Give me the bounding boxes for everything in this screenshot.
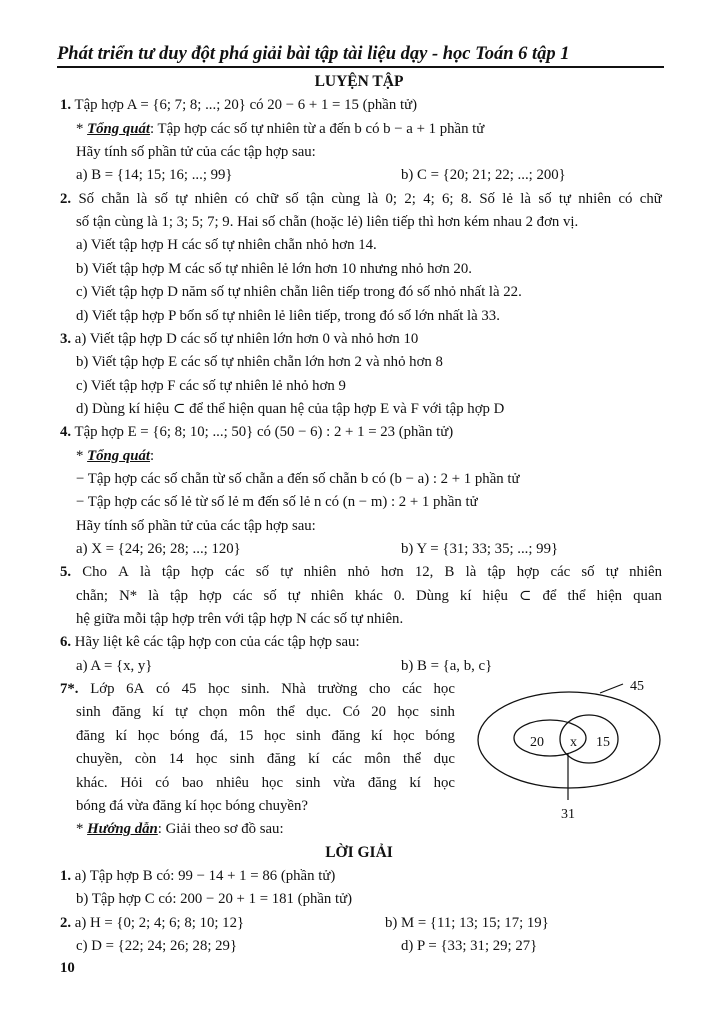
word: nhiên: [629, 564, 662, 581]
word: tập: [487, 564, 506, 581]
book-header: Phát triển tư duy đột phá giải bài tập tài liệu dạy - học Toán 6 tập 1: [57, 43, 664, 68]
line-text: bóng đá vừa đăng kí học bóng chuyền?: [76, 797, 308, 814]
line-text: hệ giữa mỗi tập hợp trên với tập hợp N các số tự nhiên.: [76, 611, 404, 628]
line-text: LỜI GIẢI: [325, 843, 393, 861]
word: hợp: [191, 564, 214, 581]
word: là: [465, 564, 477, 581]
word: dục: [433, 751, 455, 768]
football-label: 20: [530, 735, 544, 750]
line-text: Tập hợp A = {6; 7; 8; ...; 20} có 20 − 6 + 1 = 15 (phần tử): [71, 97, 418, 114]
line-text: : Giải theo sơ đồ sau:: [157, 821, 284, 838]
word: có: [155, 681, 170, 698]
word: 0;: [385, 190, 398, 207]
line-text: Hãy tính số phần tử của các tập hợp sau:: [76, 517, 316, 534]
word: nhiên: [578, 190, 612, 207]
word: kí: [409, 774, 421, 791]
word: 8.: [460, 190, 472, 207]
word: 2;: [404, 190, 416, 207]
word: 7*.: [60, 681, 79, 698]
word: ⊂: [519, 587, 532, 604]
line-text: a) B = {14; 15; 16; ...; 99}: [76, 167, 233, 184]
word: các: [402, 681, 422, 698]
word: các: [332, 751, 352, 768]
word: 14: [168, 751, 184, 768]
emphasis-label: Tổng quát: [87, 447, 151, 464]
word: 5.: [60, 564, 72, 581]
word: để: [542, 587, 557, 604]
word: chữ: [256, 190, 279, 207]
volleyball-label: 15: [596, 735, 610, 750]
bullet: *: [76, 821, 88, 838]
word: hợp: [516, 564, 540, 581]
word: hiệu: [482, 587, 508, 604]
word: học: [397, 704, 419, 721]
exercise-number: 1.: [60, 867, 72, 884]
word: dục.: [306, 704, 332, 721]
exercise-number: 6.: [60, 634, 72, 651]
word: hợp: [199, 587, 222, 604]
line-text: − Tập hợp các số chẵn từ số chẵn a đến số chẵn b có (b − a) : 2 + 1 phần tử: [76, 470, 520, 487]
word: nhiên: [310, 587, 344, 604]
word: Cho: [82, 564, 107, 581]
word: vừa: [333, 774, 356, 791]
word: 6;: [442, 190, 454, 207]
line-text: :: [150, 447, 155, 464]
line-text: a) Viết tập hợp H các số tự nhiên chẵn nhỏ hơn 14.: [76, 237, 377, 254]
word: học: [264, 727, 286, 744]
word: bóng: [169, 727, 200, 744]
word: nhiêu: [216, 774, 249, 791]
line-text: c) Viết tập hợp D năm số tự nhiên chẵn liên tiếp trong đó số nhỏ nhất là 22.: [76, 284, 522, 301]
line-text: − Tập hợp các số lẻ từ số lẻ m đến số lẻ n có (n − m) : 2 + 1 phần tử: [76, 494, 478, 511]
word: là: [520, 190, 531, 207]
line-text: a) X = {24; 26; 28; ...; 120}: [76, 541, 241, 557]
word: thể: [567, 587, 586, 604]
word: Lớp: [90, 681, 115, 698]
word: hiện: [596, 587, 623, 604]
word: kí: [371, 727, 383, 744]
outer-set-ellipse: [478, 692, 660, 788]
word: B: [444, 564, 455, 581]
word: tập: [169, 587, 189, 604]
word: số: [263, 587, 277, 604]
second-column-text: b) Y = {31; 33; 35; ...; 99}: [401, 541, 559, 557]
word: đăng: [76, 727, 105, 744]
word: 4;: [423, 190, 435, 207]
word: số: [581, 564, 595, 581]
word: còn: [134, 751, 157, 768]
word: chẵn: [101, 190, 130, 207]
other-label: 31: [561, 807, 575, 822]
word: 15: [238, 727, 254, 744]
word: A: [118, 564, 129, 581]
word: kí: [459, 587, 472, 604]
word: kí: [152, 704, 164, 721]
word: số: [538, 190, 552, 207]
word: sinh: [430, 704, 455, 721]
word: học: [261, 774, 284, 791]
page-number: 10: [60, 960, 75, 976]
word: sinh: [229, 751, 255, 768]
word: đăng: [266, 751, 296, 768]
second-column-text: b) C = {20; 21; 22; ...; 200}: [401, 167, 566, 184]
word: học: [393, 727, 415, 744]
word: thể: [403, 751, 422, 768]
second-column-text: b) M = {11; 13; 15; 17; 19}: [385, 914, 549, 931]
line-text: a) H = {0; 2; 4; 6; 8; 10; 12}: [71, 914, 245, 931]
line-text: d) Viết tập hợp P bốn số tự nhiên lẻ liên tiếp, trong đó số lớn nhất là 33.: [76, 307, 500, 324]
line-text: a) Viết tập hợp D các số tự nhiên lớn hơn 0 và nhỏ hơn 10: [71, 330, 419, 347]
word: sinh.: [241, 681, 270, 698]
word: học: [137, 727, 160, 744]
total-pointer-line: [600, 684, 623, 693]
word: chẵn;: [76, 587, 109, 604]
word: trường: [317, 681, 358, 698]
line-text: : Tập hợp các số tự nhiên từ a đến b có b − a + 1 phần tử: [150, 120, 485, 137]
word: lẻ: [502, 190, 513, 207]
word: có: [234, 190, 249, 207]
line-text: a) Tập hợp B có: 99 − 14 + 1 = 86 (phần tử): [71, 867, 336, 884]
line-text: b) Viết tập hợp E các số tự nhiên chẵn lớn hơn 2 và nhỏ hơn 8: [76, 354, 443, 371]
word: chuyền,: [76, 751, 123, 768]
line-text: Hãy liệt kê các tập hợp con của các tập hợp sau:: [71, 634, 360, 651]
line-text: Tập hợp E = {6; 8; 10; ...; 50} có (50 − 6) : 2 + 1 = 23 (phần tử): [71, 424, 454, 441]
word: là: [140, 564, 151, 581]
word: 45: [181, 681, 197, 698]
word: khác: [354, 587, 383, 604]
word: môn: [364, 751, 391, 768]
word: Dùng: [415, 587, 449, 604]
word: là: [148, 587, 159, 604]
word: Nhà: [281, 681, 306, 698]
word: có: [618, 190, 633, 207]
line-text: LUYỆN TẬP: [314, 73, 404, 90]
word: 20: [371, 704, 387, 721]
word: 2.: [60, 190, 72, 207]
both-label: x: [570, 735, 577, 750]
line-text: c) Viết tập hợp F các số tự nhiên lẻ nhỏ hơn 9: [76, 377, 346, 394]
word: Có: [342, 704, 360, 721]
word: tự: [558, 190, 571, 207]
word: số: [154, 190, 168, 207]
word: Số: [479, 190, 495, 207]
word: kí: [115, 727, 127, 744]
emphasis-label: Tổng quát: [87, 120, 151, 137]
word: các: [224, 564, 245, 581]
word: số: [285, 190, 299, 207]
word: môn: [238, 704, 266, 721]
word: học: [433, 681, 455, 698]
word: đăng: [367, 774, 397, 791]
emphasis-label: Hướng dẫn: [87, 821, 158, 838]
word: đá,: [210, 727, 228, 744]
word: N*: [119, 587, 138, 604]
word: Hỏi: [120, 774, 143, 791]
word: sinh: [76, 704, 101, 721]
word: chữ: [639, 190, 662, 207]
line-text: b) Tập hợp C có: 200 − 20 + 1 = 181 (phần tử): [76, 891, 353, 908]
second-column-text: d) P = {33; 31; 29; 27}: [401, 937, 538, 954]
word: tự: [175, 704, 188, 721]
bullet: *: [76, 120, 88, 137]
exercise-number: 4.: [60, 424, 72, 441]
second-column-text: b) B = {a, b, c}: [401, 657, 493, 674]
line-text: d) Dùng kí hiệu ⊂ để thể hiện quan hệ của tập hợp E và F với tập hợp D: [76, 400, 505, 417]
word: nhiên: [194, 190, 228, 207]
word: đăng: [112, 704, 141, 721]
word: bao: [181, 774, 204, 791]
word: khác.: [76, 774, 108, 791]
word: 6A: [126, 681, 145, 698]
word: tự: [175, 190, 188, 207]
word: cùng: [331, 190, 361, 207]
word: nhiên: [303, 564, 337, 581]
word: số: [255, 564, 270, 581]
exercise-number: 1.: [60, 97, 72, 114]
line-text: Hãy tính số phần tử của các tập hợp sau:: [76, 144, 316, 161]
line-text: b) Viết tập hợp M các số tự nhiên lẻ lớn hơn 10 nhưng nhỏ hơn 20.: [76, 260, 472, 277]
word: học: [195, 751, 218, 768]
word: tự: [605, 564, 618, 581]
total-label: 45: [630, 679, 644, 694]
word: quan: [633, 587, 662, 604]
word: hơn: [381, 564, 404, 581]
bullet: *: [76, 447, 88, 464]
word: sinh: [295, 774, 321, 791]
word: có: [155, 774, 170, 791]
word: cho: [369, 681, 391, 698]
line-text: c) D = {22; 24; 26; 28; 29}: [76, 937, 238, 954]
word: thể: [276, 704, 295, 721]
exercise-number: 2.: [60, 914, 72, 931]
word: học: [208, 681, 230, 698]
word: bóng: [425, 727, 455, 744]
word: Số: [78, 190, 95, 207]
word: nhỏ: [347, 564, 370, 581]
word: tập: [161, 564, 180, 581]
word: sinh: [296, 727, 321, 744]
line-text: số tận cùng là 1; 3; 5; 7; 9. Hai số chẵn (hoặc lẻ) liên tiếp thì hơn kém nhau 2 đơn vị.: [76, 214, 579, 231]
word: các: [550, 564, 571, 581]
word: là: [367, 190, 379, 207]
word: học: [433, 774, 455, 791]
word: chọn: [198, 704, 228, 721]
word: tận: [305, 190, 325, 207]
word: kí: [308, 751, 320, 768]
line-text: a) A = {x, y}: [76, 657, 153, 674]
word: 12,: [414, 564, 434, 581]
word: các: [232, 587, 253, 604]
exercise-number: 3.: [60, 330, 72, 347]
word: đăng: [331, 727, 361, 744]
word: tự: [287, 587, 300, 604]
word: tự: [280, 564, 293, 581]
word: là: [136, 190, 148, 207]
word: 0.: [393, 587, 405, 604]
